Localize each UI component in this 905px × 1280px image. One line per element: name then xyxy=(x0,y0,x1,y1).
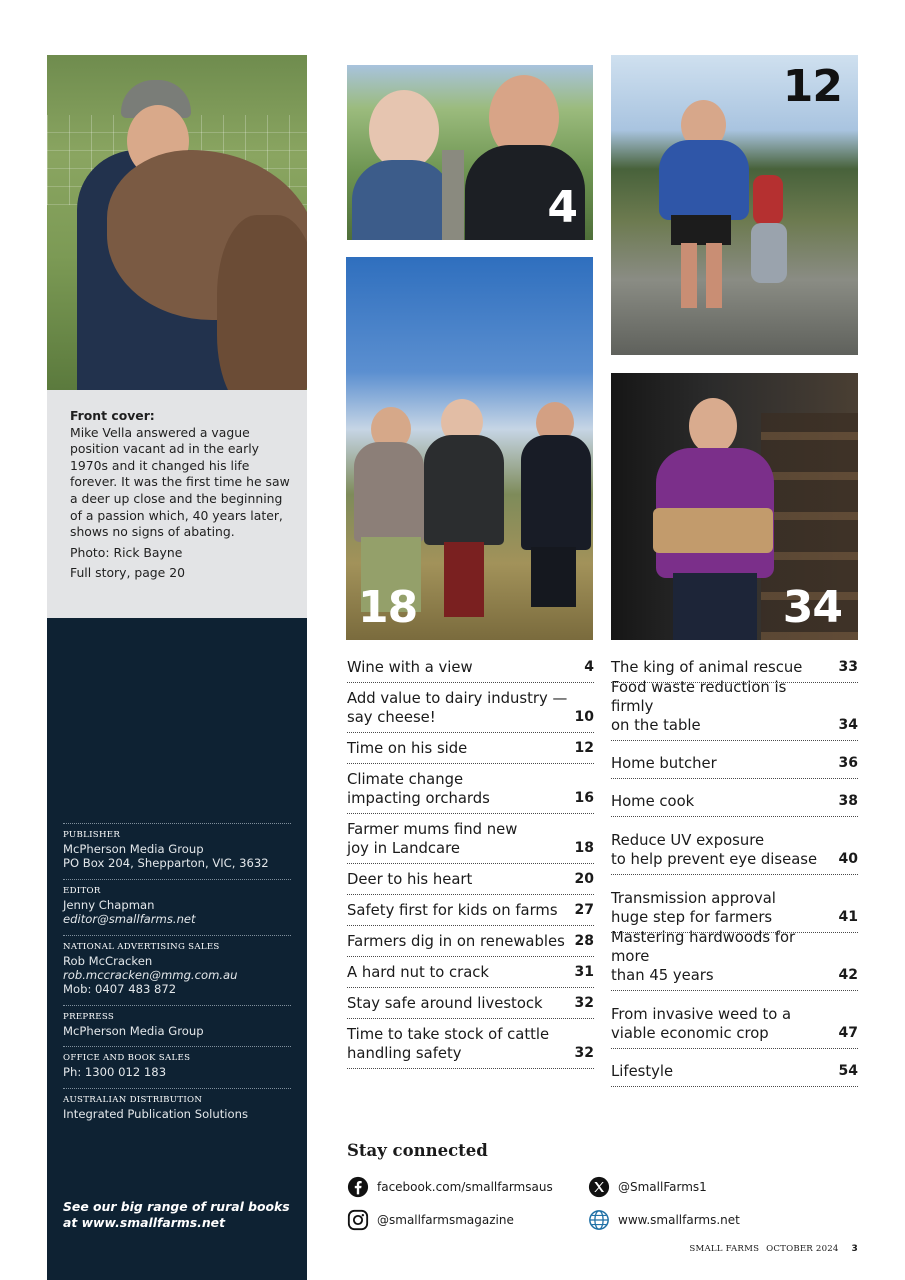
full-story-ref: Full story, page 20 xyxy=(70,565,185,581)
toc-entry-page: 28 xyxy=(574,933,594,949)
toc-entry-page: 12 xyxy=(574,740,594,756)
imprint-list xyxy=(63,823,291,1129)
toc-entry-title: Wine with a view xyxy=(347,659,473,676)
imprint-block xyxy=(63,879,291,935)
photo-number-34: 34 xyxy=(782,582,842,633)
toc-entry[interactable] xyxy=(611,991,858,1049)
toc-entry-title: Farmer mums find new joy in Landcare xyxy=(347,821,518,857)
photo-story-4[interactable] xyxy=(347,65,593,240)
imprint-block xyxy=(63,1046,291,1087)
instagram-link[interactable] xyxy=(347,1209,514,1231)
toc-entry-page: 4 xyxy=(584,659,594,675)
toc-entry-page: 27 xyxy=(574,902,594,918)
x-link[interactable] xyxy=(588,1176,707,1198)
toc-entry[interactable] xyxy=(347,895,594,926)
toc-entry-title: Home cook xyxy=(611,793,695,810)
toc-entry-page: 34 xyxy=(838,717,858,733)
toc-entry[interactable] xyxy=(347,652,594,683)
toc-entry-page: 40 xyxy=(838,851,858,867)
toc-entry[interactable] xyxy=(347,683,594,733)
globe-icon xyxy=(588,1209,610,1231)
photo-number-18: 18 xyxy=(358,582,418,633)
toc-entry-title: Time to take stock of cattle handling safety xyxy=(347,1026,550,1062)
cover-caption-box xyxy=(47,390,307,618)
toc-entry-page: 16 xyxy=(574,790,594,806)
footer-magazine: SMALL FARMS xyxy=(689,1244,760,1254)
toc-entry[interactable] xyxy=(347,957,594,988)
toc-entry[interactable] xyxy=(347,1019,594,1069)
toc-entry-page: 38 xyxy=(838,793,858,809)
x-icon xyxy=(588,1176,610,1198)
toc-entry[interactable] xyxy=(347,733,594,764)
toc-entry[interactable] xyxy=(611,679,858,741)
photo-story-12[interactable] xyxy=(611,55,858,355)
toc-right-column xyxy=(611,652,858,1087)
toc-entry-page: 20 xyxy=(574,871,594,887)
imprint-line: Jenny Chapman xyxy=(63,897,155,912)
stay-connected-heading: Stay connected xyxy=(347,1141,488,1160)
toc-entry[interactable] xyxy=(347,764,594,814)
toc-entry-title: Reduce UV exposure to help prevent eye disease xyxy=(611,832,818,868)
imprint-label: EDITOR xyxy=(63,885,101,896)
x-handle: @SmallFarms1 xyxy=(618,1180,707,1194)
instagram-icon xyxy=(347,1209,369,1231)
footer-issue: OCTOBER 2024 xyxy=(766,1244,839,1254)
toc-entry[interactable] xyxy=(347,814,594,864)
facebook-icon xyxy=(347,1176,369,1198)
website-url: www.smallfarms.net xyxy=(618,1213,740,1227)
imprint-line: McPherson Media Group xyxy=(63,842,204,856)
photo-number-4: 4 xyxy=(547,182,577,233)
toc-entry[interactable] xyxy=(611,875,858,933)
cover-photo xyxy=(47,55,307,390)
cover-caption-title: Front cover: xyxy=(70,408,155,423)
toc-entry-page: 31 xyxy=(574,964,594,980)
toc-entry-title: The king of animal rescue xyxy=(611,659,803,676)
imprint-label: NATIONAL ADVERTISING SALES xyxy=(63,941,220,952)
imprint-block xyxy=(63,1005,291,1046)
footer-page-number: 3 xyxy=(851,1244,858,1254)
toc-entry-page: 36 xyxy=(838,755,858,771)
imprint-line[interactable]: rob.mccracken@mmg.com.au xyxy=(63,968,238,983)
imprint-block xyxy=(63,823,291,879)
toc-entry-title: From invasive weed to a viable economic crop xyxy=(611,1006,792,1042)
toc-entry-page: 47 xyxy=(838,1025,858,1041)
toc-entry[interactable] xyxy=(611,741,858,779)
toc-entry-page: 10 xyxy=(574,709,594,725)
imprint-line: Integrated Publication Solutions xyxy=(63,1106,248,1121)
toc-left-column xyxy=(347,652,594,1069)
imprint-line[interactable]: editor@smallfarms.net xyxy=(63,912,196,927)
website-link[interactable] xyxy=(588,1209,740,1231)
toc-entry-title: A hard nut to crack xyxy=(347,964,490,981)
cover-caption-text: Mike Vella answered a vague position vacant ad in the early 1970s and it changed his life forever. It was the first time he saw a deer up close and the beginning of a passion which, 40 years later, shows no signs of abating. xyxy=(70,424,290,540)
toc-entry[interactable] xyxy=(611,929,858,991)
toc-entry-page: 33 xyxy=(838,659,858,675)
toc-entry-page: 54 xyxy=(838,1063,858,1079)
toc-entry-title: Stay safe around livestock xyxy=(347,995,543,1012)
toc-entry-title: Farmers dig in on renewables xyxy=(347,933,565,950)
toc-entry-title: Time on his side xyxy=(347,740,468,757)
toc-entry-page: 18 xyxy=(574,840,594,856)
photo-story-18[interactable] xyxy=(346,257,593,640)
toc-entry[interactable] xyxy=(611,779,858,817)
instagram-handle: @smallfarmsmagazine xyxy=(377,1213,514,1227)
toc-entry-page: 32 xyxy=(574,995,594,1011)
page-footer xyxy=(689,1244,858,1254)
toc-entry[interactable] xyxy=(347,988,594,1019)
toc-entry-title: Food waste reduction is firmly on the table xyxy=(611,679,787,734)
imprint-label: OFFICE AND BOOK SALES xyxy=(63,1053,191,1064)
toc-entry[interactable] xyxy=(347,926,594,957)
imprint-label: AUSTRALIAN DISTRIBUTION xyxy=(63,1094,203,1105)
imprint-label: PREPRESS xyxy=(63,1011,115,1022)
imprint-panel xyxy=(47,618,307,1280)
imprint-block xyxy=(63,935,291,1005)
photo-number-12: 12 xyxy=(782,61,842,112)
facebook-link[interactable] xyxy=(347,1176,553,1198)
toc-entry-title: Transmission approval huge step for farmers xyxy=(611,890,776,926)
books-promo: See our big range of rural books at www.smallfarms.net xyxy=(63,1199,290,1230)
toc-entry-title: Deer to his heart xyxy=(347,871,473,888)
imprint-block xyxy=(63,1088,291,1129)
facebook-handle: facebook.com/smallfarmsaus xyxy=(377,1180,553,1194)
imprint-line: Ph: 1300 012 183 xyxy=(63,1065,167,1080)
toc-entry-title: Add value to dairy industry — say cheese! xyxy=(347,690,568,726)
toc-entry-title: Mastering hardwoods for more than 45 years xyxy=(611,929,796,984)
toc-entry-title: Home butcher xyxy=(611,755,717,772)
toc-entry-page: 42 xyxy=(838,967,858,983)
imprint-line: McPherson Media Group xyxy=(63,1023,204,1038)
toc-entry[interactable] xyxy=(611,1049,858,1087)
toc-entry-page: 41 xyxy=(838,909,858,925)
imprint-line: Mob: 0407 483 872 xyxy=(63,982,177,997)
toc-entry-page: 32 xyxy=(574,1045,594,1061)
toc-entry-title: Safety first for kids on farms xyxy=(347,902,558,919)
toc-entry-title: Lifestyle xyxy=(611,1063,674,1080)
photo-credit: Photo: Rick Bayne xyxy=(70,544,183,560)
imprint-label: PUBLISHER xyxy=(63,830,121,840)
toc-entry-title: Climate change impacting orchards xyxy=(347,771,490,807)
photo-story-34[interactable] xyxy=(611,373,858,640)
toc-entry[interactable] xyxy=(611,817,858,875)
toc-entry[interactable] xyxy=(347,864,594,895)
imprint-line: Rob McCracken xyxy=(63,953,153,968)
imprint-line: PO Box 204, Shepparton, VIC, 3632 xyxy=(63,856,269,871)
